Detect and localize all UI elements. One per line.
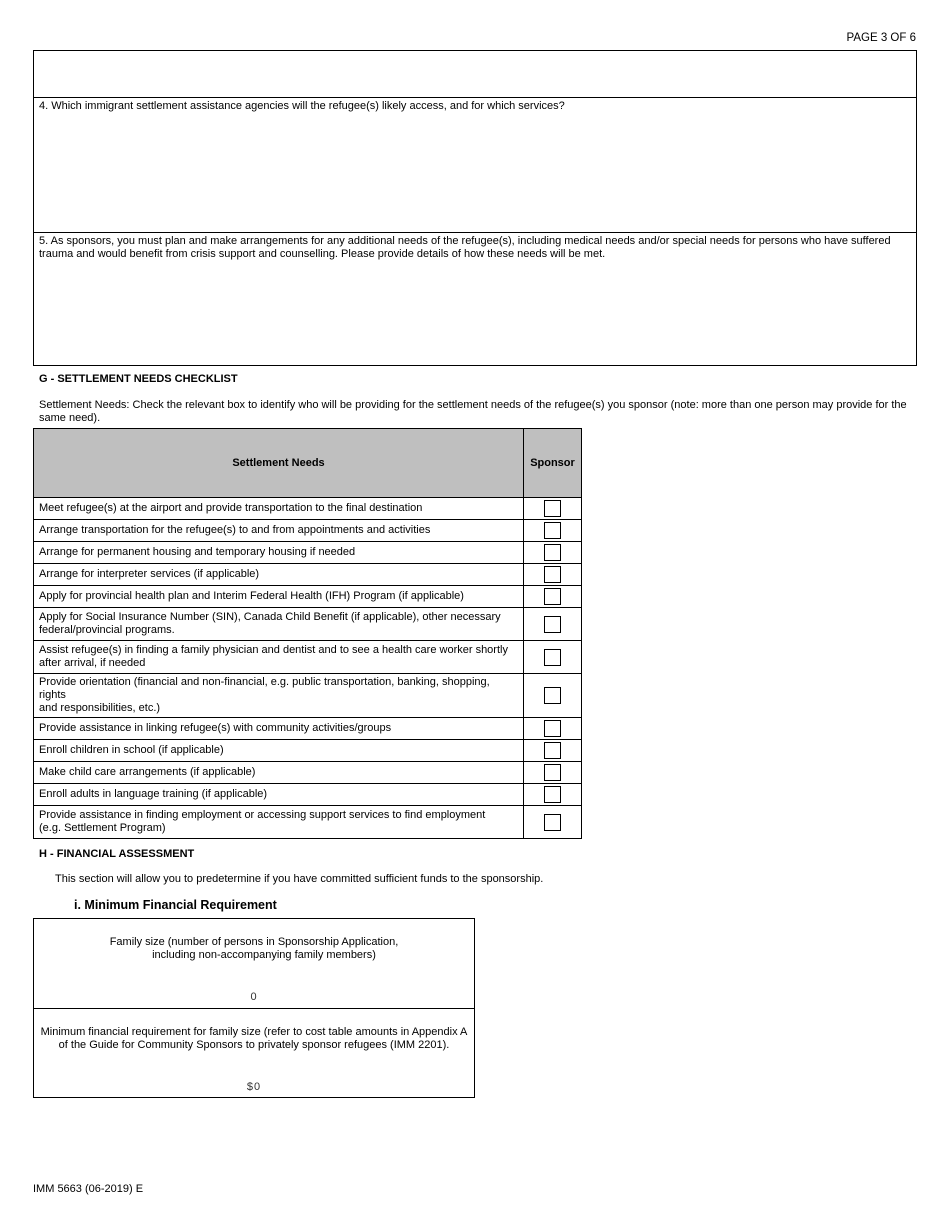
need-label — [34, 641, 524, 674]
table-row — [34, 674, 582, 718]
min-requirement-label-line2: of the Guide for Community Sponsors to privately sponsor refugees (IMM 2201). — [58, 1039, 450, 1051]
sponsor-checkbox[interactable] — [544, 500, 561, 517]
min-requirement-label — [34, 1009, 474, 1052]
table-row — [34, 740, 582, 762]
sponsor-checkbox[interactable] — [544, 742, 561, 759]
need-label-line1: Arrange for interpreter services (if applicable) — [39, 568, 260, 580]
family-size-cell — [34, 919, 474, 1008]
page-number: PAGE 3 OF 6 — [846, 32, 916, 44]
table-row — [34, 608, 582, 641]
need-label — [34, 784, 524, 806]
section-g-intro-line1: Settlement Needs: Check the relevant box to identify who will be providing for the settlement needs of the refugee(s) you sponsor (note: more than one person may provide for the — [39, 399, 907, 411]
need-label — [34, 674, 524, 718]
need-label — [34, 498, 524, 520]
need-label-line1: Meet refugee(s) at the airport and provide transportation to the final destination — [39, 502, 423, 514]
q5-label — [34, 233, 916, 263]
min-requirement-label-line1: Minimum financial requirement for family size (refer to cost table amounts in Appendix A — [40, 1026, 468, 1038]
need-label-line1: Provide orientation (financial and non-financial, e.g. public transportation, banking, shopping, rights — [39, 676, 490, 701]
sponsor-cell — [524, 520, 582, 542]
need-label-line1: Enroll adults in language training (if applicable) — [39, 788, 268, 800]
table-row — [34, 498, 582, 520]
settlement-needs-table — [33, 428, 582, 839]
need-label — [34, 520, 524, 542]
sponsor-cell — [524, 586, 582, 608]
section-g-intro-line2: same need). — [39, 412, 101, 424]
table-row — [34, 806, 582, 839]
need-label-line1: Apply for provincial health plan and Interim Federal Health (IFH) Program (if applicable) — [39, 590, 464, 602]
min-requirement-cell — [34, 1008, 474, 1098]
need-label-line1: Provide assistance in linking refugee(s) with community activities/groups — [39, 722, 392, 734]
sponsor-cell — [524, 806, 582, 839]
settlement-needs-rows — [34, 498, 582, 839]
financial-requirement-table — [33, 918, 475, 1098]
need-label — [34, 564, 524, 586]
need-label-line2: (e.g. Settlement Program) — [39, 822, 166, 834]
section-g-intro — [39, 399, 919, 425]
table-row — [34, 718, 582, 740]
sponsor-cell — [524, 784, 582, 806]
sponsor-cell — [524, 498, 582, 520]
sponsor-cell — [524, 608, 582, 641]
sponsor-checkbox[interactable] — [544, 764, 561, 781]
need-label-line1: Assist refugee(s) in finding a family physician and dentist and to see a health care worker shortly — [39, 644, 508, 656]
sponsor-cell — [524, 740, 582, 762]
q5-label-line2: trauma and would benefit from crisis support and counselling. Please provide details of how these needs will be met. — [39, 248, 606, 260]
family-size-label-line2: including non-accompanying family members) — [152, 949, 376, 961]
family-size-label-line1: Family size (number of persons in Sponsorship Application, — [109, 936, 399, 948]
need-label — [34, 740, 524, 762]
col-settlement-needs: Settlement Needs — [34, 429, 524, 498]
need-label — [34, 542, 524, 564]
section-h-title: H - FINANCIAL ASSESSMENT — [39, 848, 195, 860]
form-footer-code: IMM 5663 (06-2019) E — [33, 1183, 144, 1195]
table-row — [34, 520, 582, 542]
sponsor-cell — [524, 641, 582, 674]
sponsor-cell — [524, 762, 582, 784]
need-label-line1: Enroll children in school (if applicable) — [39, 744, 224, 756]
sponsor-checkbox[interactable] — [544, 544, 561, 561]
table-row — [34, 784, 582, 806]
table-row — [34, 762, 582, 784]
section-h-intro: This section will allow you to predetermine if you have committed sufficient funds to the sponsorship. — [55, 873, 544, 885]
need-label-line2: federal/provincial programs. — [39, 624, 175, 636]
col-sponsor: Sponsor — [524, 429, 582, 498]
sponsor-checkbox[interactable] — [544, 522, 561, 539]
sponsor-checkbox[interactable] — [544, 566, 561, 583]
q5-label-line1: 5. As sponsors, you must plan and make arrangements for any additional needs of the refugee(s), including medical needs and/or special needs for persons who have suffered — [39, 235, 891, 247]
sponsor-checkbox[interactable] — [544, 649, 561, 666]
need-label — [34, 586, 524, 608]
table-row — [34, 542, 582, 564]
sponsor-cell — [524, 542, 582, 564]
min-requirement-field[interactable]: $0 — [246, 1081, 262, 1093]
sponsor-checkbox[interactable] — [544, 814, 561, 831]
min-financial-subtitle: i. Minimum Financial Requirement — [74, 898, 277, 912]
table-row — [34, 586, 582, 608]
table-row — [34, 564, 582, 586]
sponsor-checkbox[interactable] — [544, 616, 561, 633]
family-size-label — [34, 919, 474, 962]
need-label-line2: after arrival, if needed — [39, 657, 146, 669]
q5-box[interactable] — [33, 232, 917, 366]
sponsor-cell — [524, 674, 582, 718]
need-label — [34, 762, 524, 784]
need-label-line2: and responsibilities, etc.) — [39, 702, 161, 714]
sponsor-checkbox[interactable] — [544, 720, 561, 737]
sponsor-cell — [524, 564, 582, 586]
need-label — [34, 608, 524, 641]
sponsor-checkbox[interactable] — [544, 786, 561, 803]
need-label — [34, 718, 524, 740]
need-label — [34, 806, 524, 839]
need-label-line1: Arrange for permanent housing and temporary housing if needed — [39, 546, 356, 558]
q4-box[interactable] — [33, 97, 917, 233]
q4-label: 4. Which immigrant settlement assistance agencies will the refugee(s) likely access, and for which services? — [39, 100, 565, 112]
sponsor-checkbox[interactable] — [544, 588, 561, 605]
table-row — [34, 641, 582, 674]
need-label-line1: Arrange transportation for the refugee(s) to and from appointments and activities — [39, 524, 431, 536]
family-size-field[interactable]: 0 — [250, 991, 258, 1003]
q3-answer-box[interactable] — [33, 50, 917, 98]
need-label-line1: Make child care arrangements (if applicable) — [39, 766, 256, 778]
section-g-title: G - SETTLEMENT NEEDS CHECKLIST — [39, 373, 238, 385]
sponsor-cell — [524, 718, 582, 740]
need-label-line1: Provide assistance in finding employment or accessing support services to find employment — [39, 809, 486, 821]
sponsor-checkbox[interactable] — [544, 687, 561, 704]
need-label-line1: Apply for Social Insurance Number (SIN), Canada Child Benefit (if applicable), other necessary — [39, 611, 501, 623]
